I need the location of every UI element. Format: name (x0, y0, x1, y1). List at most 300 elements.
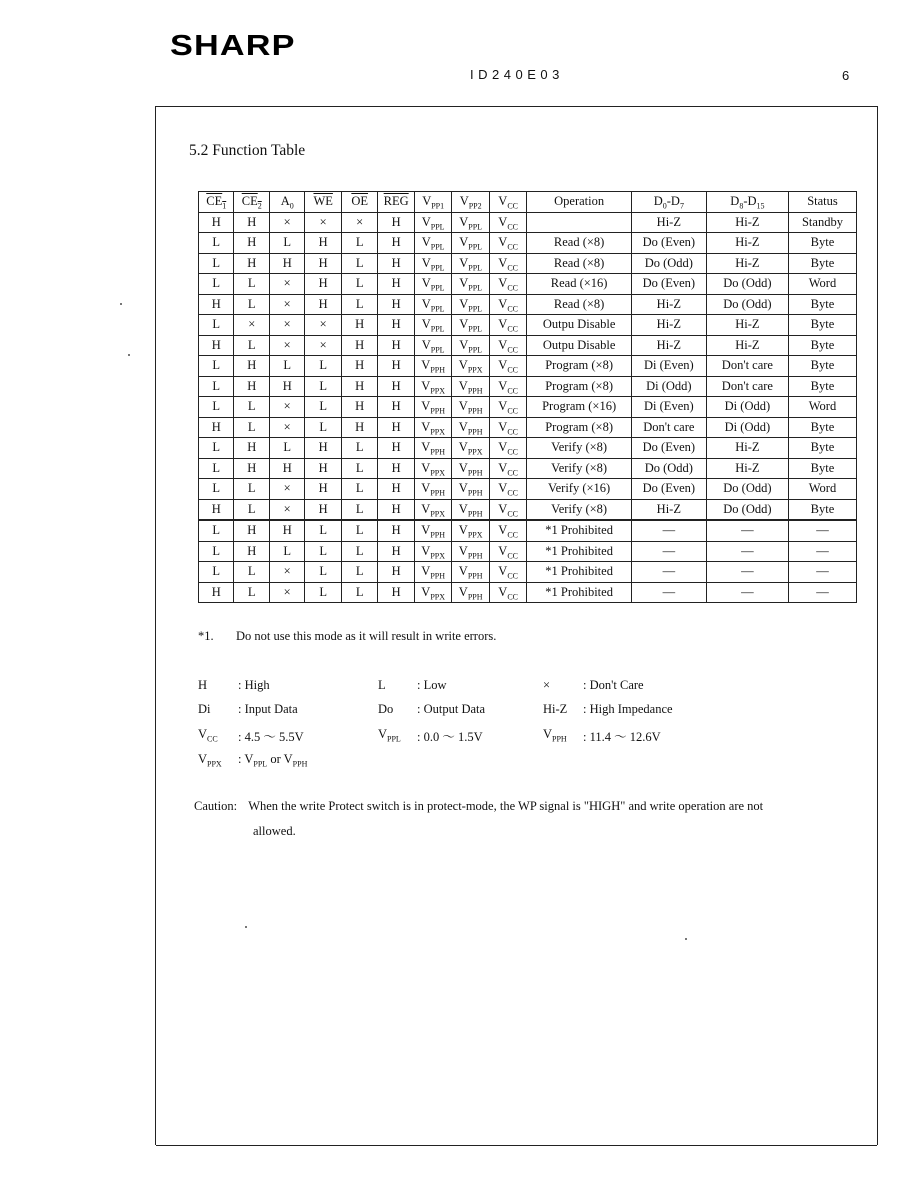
table-cell: — (788, 582, 856, 603)
table-cell: Do (Even) (631, 479, 706, 500)
table-cell: $V_{PPL}$ (452, 233, 490, 254)
table-cell: × (341, 212, 377, 233)
table-cell: L (305, 397, 341, 418)
table-cell: $V_{CC}$ (489, 294, 527, 315)
table-cell: L (234, 582, 269, 603)
legend-symbol: $V_{CC}$ (198, 727, 218, 744)
legend-description: : Don't Care (583, 678, 644, 692)
table-cell: Hi-Z (706, 253, 788, 274)
table-cell: × (234, 315, 269, 336)
table-cell: L (269, 356, 304, 377)
table-cell: Program (×8) (527, 417, 631, 438)
table-cell: × (305, 335, 341, 356)
table-cell: H (234, 458, 269, 479)
table-cell: $V_{PPL}$ (452, 253, 490, 274)
table-cell: L (199, 253, 234, 274)
table-cell: Do (Odd) (706, 499, 788, 520)
table-cell: L (305, 582, 341, 603)
table-cell: × (269, 294, 304, 315)
table-cell: Hi-Z (706, 315, 788, 336)
table-cell: L (305, 520, 341, 541)
table-cell: H (199, 335, 234, 356)
table-cell: — (788, 562, 856, 583)
table-cell: L (234, 417, 269, 438)
table-cell: Hi-Z (706, 233, 788, 254)
sharp-logo: SHARP (170, 30, 296, 62)
table-row (199, 438, 857, 459)
table-cell: L (341, 520, 377, 541)
table-cell: $V_{CC}$ (489, 458, 527, 479)
table-cell: Read (×8) (527, 253, 631, 274)
table-cell: Do (Odd) (706, 294, 788, 315)
table-cell: L (305, 541, 341, 562)
table-cell: $V_{PPH}$ (452, 417, 490, 438)
table-cell: Verify (×8) (527, 438, 631, 459)
table-cell: L (199, 541, 234, 562)
table-cell: Hi-Z (631, 212, 706, 233)
table-cell: × (269, 274, 304, 295)
table-cell: $V_{CC}$ (489, 499, 527, 520)
table-cell (527, 212, 631, 233)
table-cell: H (234, 356, 269, 377)
table-cell: H (199, 212, 234, 233)
column-header: $D_0-D_7$ (631, 192, 706, 213)
footnote-mark: *1. (198, 629, 214, 643)
table-cell: Don't care (706, 356, 788, 377)
table-cell: Hi-Z (631, 315, 706, 336)
table-cell: — (706, 582, 788, 603)
table-cell: Hi-Z (706, 335, 788, 356)
table-cell: $V_{CC}$ (489, 335, 527, 356)
column-header: $CE_1$ (199, 192, 234, 213)
table-cell: — (706, 520, 788, 541)
table-cell: × (269, 212, 304, 233)
table-row (199, 212, 857, 233)
table-cell: × (269, 499, 304, 520)
column-header: $\overline{OE}$ (341, 192, 377, 213)
table-row (199, 274, 857, 295)
legend-description: : Output Data (417, 702, 486, 716)
table-cell: L (234, 335, 269, 356)
column-header: Status (788, 192, 856, 213)
table-cell: L (305, 417, 341, 438)
table-cell: Don't care (706, 376, 788, 397)
table-cell: — (706, 562, 788, 583)
table-cell: H (341, 397, 377, 418)
table-row (199, 253, 857, 274)
table-cell: H (234, 520, 269, 541)
table-cell: $V_{PPX}$ (414, 458, 452, 479)
table-cell: H (378, 479, 414, 500)
table-cell: $V_{CC}$ (489, 479, 527, 500)
table-cell: $V_{PPH}$ (452, 376, 490, 397)
scan-speck (128, 354, 130, 356)
table-cell: Do (Odd) (631, 458, 706, 479)
legend-symbol: $V_{PPL}$ (378, 727, 401, 744)
caution-line1: When the write Protect switch is in protect-mode, the WP signal is "HIGH" and write operation are not (248, 799, 764, 813)
table-cell: Program (×8) (527, 376, 631, 397)
table-cell: L (234, 274, 269, 295)
column-header: $CE_2$ (234, 192, 269, 213)
table-cell: Hi-Z (706, 438, 788, 459)
table-cell: — (631, 562, 706, 583)
table-cell: H (378, 397, 414, 418)
table-cell: × (269, 335, 304, 356)
scan-speck (245, 926, 247, 928)
table-row (199, 541, 857, 562)
table-cell: H (199, 499, 234, 520)
table-cell: H (378, 274, 414, 295)
table-cell: L (199, 315, 234, 336)
table-cell: L (199, 233, 234, 254)
table-cell: $V_{CC}$ (489, 520, 527, 541)
table-cell: $V_{CC}$ (489, 562, 527, 583)
table-cell: × (269, 315, 304, 336)
table-cell: H (378, 335, 414, 356)
table-cell: H (341, 417, 377, 438)
legend-symbol: Di (198, 702, 211, 716)
table-row (199, 458, 857, 479)
table-cell: Byte (788, 335, 856, 356)
table-row (199, 233, 857, 254)
legend-symbol: Hi-Z (543, 702, 568, 716)
table-cell: L (234, 499, 269, 520)
table-cell: $V_{PPH}$ (452, 541, 490, 562)
table-cell: H (378, 253, 414, 274)
table-cell: $V_{PPL}$ (452, 274, 490, 295)
table-cell: H (305, 499, 341, 520)
table-cell: × (305, 315, 341, 336)
column-header: $V_{PP1}$ (414, 192, 452, 213)
table-cell: L (199, 356, 234, 377)
table-cell: H (269, 376, 304, 397)
table-cell: Hi-Z (631, 499, 706, 520)
table-cell: $V_{PPX}$ (414, 582, 452, 603)
table-cell: L (341, 499, 377, 520)
table-cell: H (305, 294, 341, 315)
legend-description: : $V_{PPL}$ or $V_{PPH}$ (238, 752, 308, 769)
table-cell: Byte (788, 356, 856, 377)
table-cell: H (305, 458, 341, 479)
table-cell: × (269, 562, 304, 583)
table-cell: L (305, 376, 341, 397)
table-cell: Di (Odd) (631, 376, 706, 397)
table-cell: Byte (788, 294, 856, 315)
table-cell: $V_{CC}$ (489, 376, 527, 397)
table-cell: $V_{PPX}$ (414, 417, 452, 438)
table-cell: — (788, 520, 856, 541)
table-cell: H (234, 253, 269, 274)
table-cell: Do (Even) (631, 274, 706, 295)
table-cell: H (305, 479, 341, 500)
table-cell: *1 Prohibited (527, 520, 631, 541)
table-cell: L (305, 562, 341, 583)
legend-symbol: L (378, 678, 386, 692)
legend-description: : High Impedance (583, 702, 673, 716)
legend-symbol: $V_{PPX}$ (198, 752, 222, 769)
scan-speck (120, 303, 122, 305)
table-cell: H (378, 541, 414, 562)
table-cell: Outpu Disable (527, 315, 631, 336)
table-cell: Read (×16) (527, 274, 631, 295)
table-row (199, 315, 857, 336)
table-cell: — (631, 582, 706, 603)
footnote-text: Do not use this mode as it will result in write errors. (236, 629, 497, 643)
table-cell: $V_{CC}$ (489, 274, 527, 295)
table-cell: H (341, 335, 377, 356)
legend-description: : Low (417, 678, 447, 692)
table-cell: Don't care (631, 417, 706, 438)
table-cell: × (269, 397, 304, 418)
table-cell: $V_{CC}$ (489, 417, 527, 438)
table-cell: Verify (×8) (527, 458, 631, 479)
table-cell: Word (788, 397, 856, 418)
table-cell: — (788, 541, 856, 562)
table-cell: — (631, 541, 706, 562)
table-cell: L (234, 562, 269, 583)
table-cell: $V_{CC}$ (489, 397, 527, 418)
table-cell: $V_{PPH}$ (414, 520, 452, 541)
table-cell: Program (×16) (527, 397, 631, 418)
table-cell: Outpu Disable (527, 335, 631, 356)
column-header: Operation (527, 192, 631, 213)
table-row (199, 356, 857, 377)
table-cell: L (199, 562, 234, 583)
table-cell: Byte (788, 253, 856, 274)
table-cell: Byte (788, 376, 856, 397)
table-cell: Verify (×8) (527, 499, 631, 520)
table-cell: H (378, 458, 414, 479)
table-cell: L (341, 274, 377, 295)
table-cell: Word (788, 274, 856, 295)
table-cell: $V_{CC}$ (489, 541, 527, 562)
table-cell: $V_{PPH}$ (414, 562, 452, 583)
caution-label: Caution: (194, 799, 238, 813)
table-cell: Do (Odd) (631, 253, 706, 274)
table-cell: $V_{PPL}$ (414, 212, 452, 233)
table-cell: L (341, 438, 377, 459)
table-cell: Byte (788, 499, 856, 520)
table-cell: $V_{PPX}$ (414, 541, 452, 562)
table-cell: Program (×8) (527, 356, 631, 377)
table-cell: Hi-Z (706, 212, 788, 233)
table-cell: L (341, 541, 377, 562)
table-cell: H (378, 582, 414, 603)
table-cell: Byte (788, 438, 856, 459)
table-cell: H (234, 541, 269, 562)
table-cell: L (234, 397, 269, 418)
table-cell: Read (×8) (527, 294, 631, 315)
table-cell: L (341, 253, 377, 274)
table-cell: H (341, 376, 377, 397)
table-row (199, 520, 857, 541)
table-cell: $V_{PPH}$ (452, 499, 490, 520)
table-cell: H (378, 376, 414, 397)
table-cell: $V_{PPX}$ (414, 376, 452, 397)
table-cell: $V_{CC}$ (489, 356, 527, 377)
table-row (199, 335, 857, 356)
table-cell: H (341, 315, 377, 336)
table-row (199, 376, 857, 397)
table-cell: H (269, 458, 304, 479)
table-cell: H (234, 212, 269, 233)
table-cell: Hi-Z (631, 294, 706, 315)
table-cell: $V_{PPX}$ (452, 438, 490, 459)
legend-symbol: × (543, 678, 551, 692)
table-cell: L (199, 397, 234, 418)
table-cell: Do (Even) (631, 233, 706, 254)
table-cell: H (378, 520, 414, 541)
table-cell: × (269, 582, 304, 603)
table-cell: L (269, 233, 304, 254)
table-cell: $V_{PPH}$ (452, 562, 490, 583)
table-cell: × (305, 212, 341, 233)
column-header: $V_{CC}$ (489, 192, 527, 213)
table-cell: H (234, 233, 269, 254)
table-cell: H (378, 499, 414, 520)
legend-symbol: H (198, 678, 208, 692)
table-row (199, 562, 857, 583)
table-cell: H (199, 582, 234, 603)
table-row (199, 479, 857, 500)
table-cell: H (269, 520, 304, 541)
column-header: $D_8-D_{15}$ (706, 192, 788, 213)
table-cell: Do (Odd) (706, 274, 788, 295)
table-row (199, 499, 857, 520)
table-cell: × (269, 417, 304, 438)
table-row (199, 417, 857, 438)
table-cell: H (305, 274, 341, 295)
table-cell: $V_{PPL}$ (414, 274, 452, 295)
table-cell: L (341, 479, 377, 500)
table-cell: H (378, 294, 414, 315)
table-cell: L (341, 233, 377, 254)
table-cell: L (341, 562, 377, 583)
table-cell: H (199, 417, 234, 438)
legend-description: : High (238, 678, 270, 692)
table-header-row (199, 192, 857, 213)
table-cell: L (341, 294, 377, 315)
table-cell: Do (Odd) (706, 479, 788, 500)
table-cell: L (269, 541, 304, 562)
table-cell: $V_{PPH}$ (452, 479, 490, 500)
table-cell: Read (×8) (527, 233, 631, 254)
legend-description: : 11.4 ～ 12.6V (583, 730, 661, 744)
table-cell: $V_{PPL}$ (414, 315, 452, 336)
table-cell: H (378, 233, 414, 254)
table-cell: $V_{CC}$ (489, 212, 527, 233)
table-cell: $V_{PPH}$ (414, 438, 452, 459)
column-header: $\overline{REG}$ (378, 192, 414, 213)
table-cell: $V_{PPX}$ (452, 356, 490, 377)
table-cell: Byte (788, 417, 856, 438)
table-cell: L (199, 438, 234, 459)
table-cell: $V_{PPH}$ (452, 458, 490, 479)
scan-speck (685, 938, 687, 940)
table-cell: $V_{PPL}$ (414, 253, 452, 274)
table-row (199, 582, 857, 603)
legend-symbol: Do (378, 702, 394, 716)
legend-description: : 4.5 ～ 5.5V (238, 730, 304, 744)
table-cell: — (631, 520, 706, 541)
table-row (199, 294, 857, 315)
caution-note (194, 799, 764, 838)
table-cell: H (199, 294, 234, 315)
table-cell: Di (Odd) (706, 397, 788, 418)
column-header: $\overline{WE}$ (305, 192, 341, 213)
table-cell: H (378, 438, 414, 459)
table-cell: $V_{CC}$ (489, 438, 527, 459)
table-cell: $V_{PPH}$ (414, 479, 452, 500)
table-cell: H (305, 233, 341, 254)
table-cell: $V_{PPH}$ (452, 397, 490, 418)
table-cell: $V_{PPL}$ (414, 233, 452, 254)
table-cell: H (378, 356, 414, 377)
table-cell: $V_{PPL}$ (452, 294, 490, 315)
table-cell: L (305, 356, 341, 377)
table-cell: H (305, 253, 341, 274)
table-cell: — (706, 541, 788, 562)
table-cell: Byte (788, 233, 856, 254)
table-cell: Do (Even) (631, 438, 706, 459)
table-cell: L (199, 376, 234, 397)
table-cell: L (199, 520, 234, 541)
column-header: $V_{PP2}$ (452, 192, 490, 213)
table-cell: Di (Even) (631, 356, 706, 377)
table-cell: L (341, 582, 377, 603)
table-cell: Hi-Z (631, 335, 706, 356)
table-cell: $V_{PPH}$ (414, 397, 452, 418)
table-cell: L (234, 479, 269, 500)
table-cell: Standby (788, 212, 856, 233)
table-cell: H (234, 438, 269, 459)
table-cell: $V_{PPX}$ (452, 520, 490, 541)
table-cell: $V_{PPL}$ (452, 212, 490, 233)
table-cell: Verify (×16) (527, 479, 631, 500)
table-cell: H (378, 417, 414, 438)
table-cell: L (234, 294, 269, 315)
table-cell: H (378, 562, 414, 583)
table-cell: $V_{CC}$ (489, 315, 527, 336)
function-table (198, 191, 857, 603)
column-header: $A_0$ (269, 192, 304, 213)
table-cell: × (269, 479, 304, 500)
table-cell: H (378, 212, 414, 233)
table-cell: L (199, 458, 234, 479)
table-cell: *1 Prohibited (527, 582, 631, 603)
table-cell: $V_{PPL}$ (452, 315, 490, 336)
table-cell: L (199, 479, 234, 500)
table-cell: Byte (788, 315, 856, 336)
page-number: 6 (842, 68, 850, 83)
table-cell: *1 Prohibited (527, 562, 631, 583)
section-title: 5.2 Function Table (189, 142, 306, 159)
table-cell: H (378, 315, 414, 336)
document-id: ID240E03 (470, 67, 564, 82)
table-cell: Byte (788, 458, 856, 479)
table-cell: $V_{PPX}$ (414, 499, 452, 520)
table-cell: $V_{CC}$ (489, 582, 527, 603)
table-cell: H (341, 356, 377, 377)
table-cell: $V_{PPL}$ (452, 335, 490, 356)
table-cell: Hi-Z (706, 458, 788, 479)
table-cell: H (305, 438, 341, 459)
caution-line2: allowed. (253, 824, 296, 838)
table-cell: Word (788, 479, 856, 500)
table-cell: Di (Odd) (706, 417, 788, 438)
table-cell: $V_{CC}$ (489, 233, 527, 254)
legend-description: : 0.0 ～ 1.5V (417, 730, 483, 744)
